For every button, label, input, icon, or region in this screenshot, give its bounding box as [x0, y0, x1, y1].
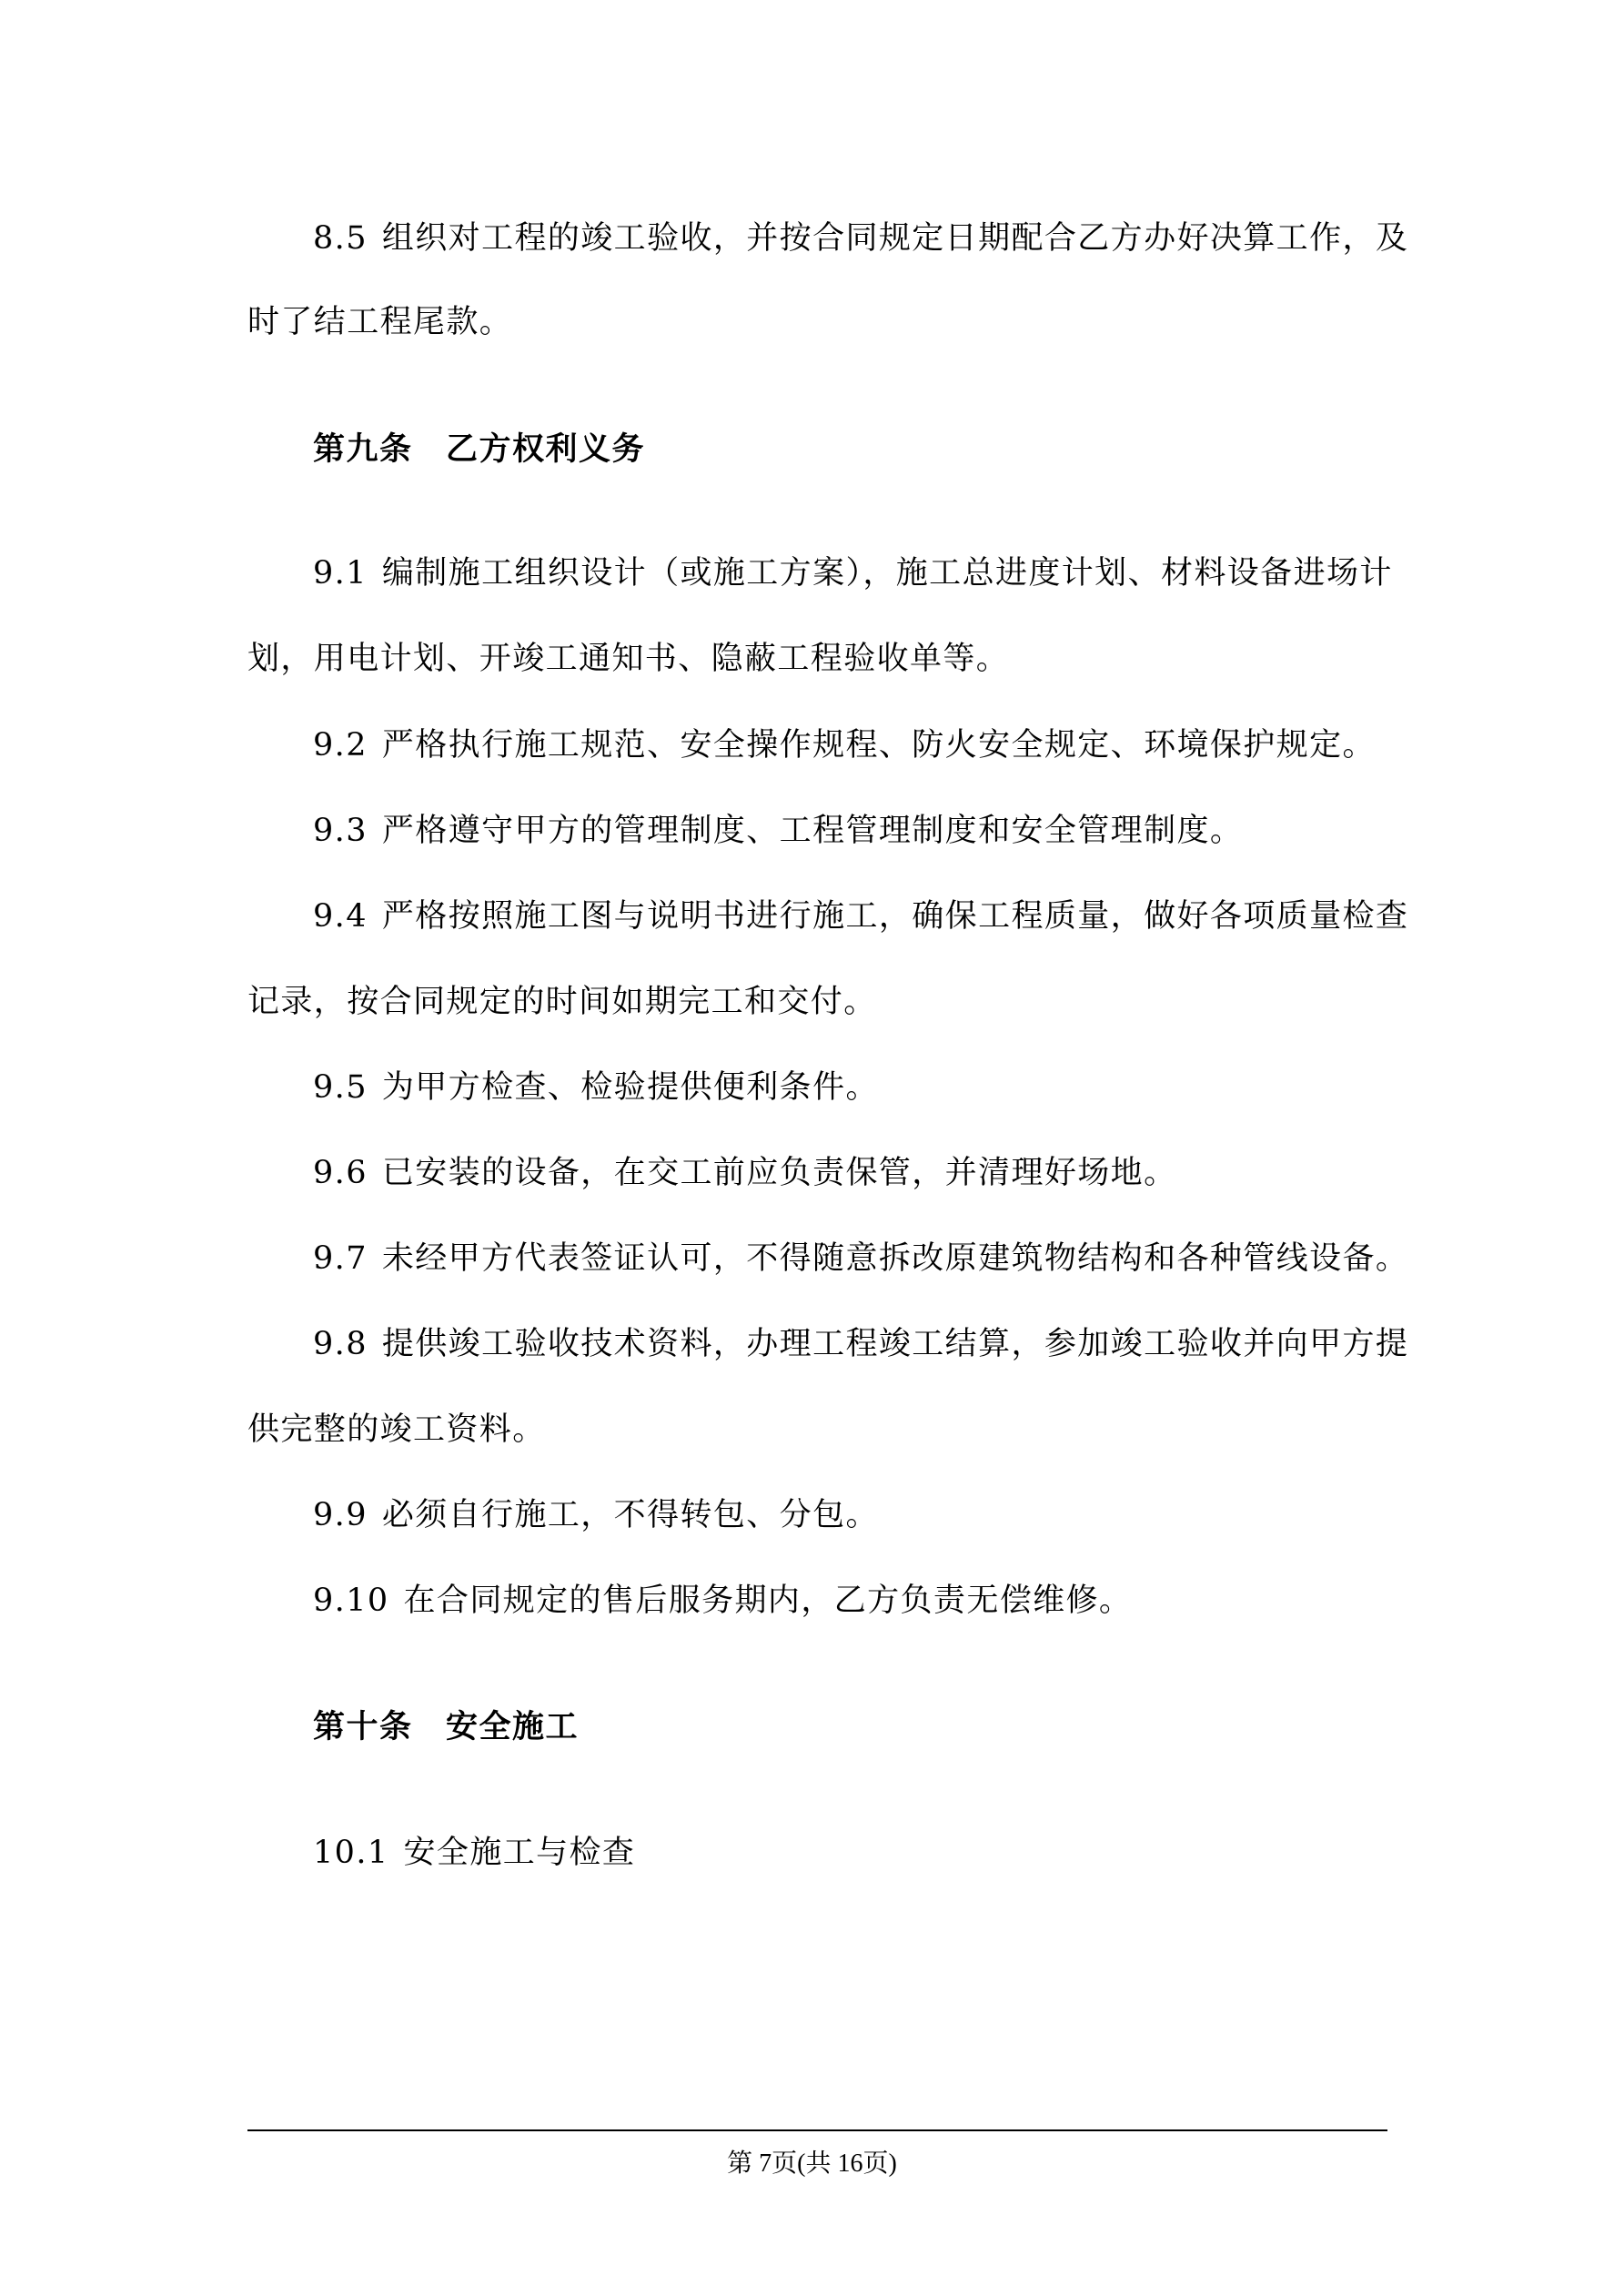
clause-number: 9.1 — [313, 555, 368, 592]
clause-number: 9.9 — [313, 1497, 368, 1533]
section-heading-article-9: 第九条 乙方权利义务 — [313, 431, 646, 468]
clause-text: 编制施工组织设计（或施工方案），施工总进度计划、材料设备进场计 — [381, 555, 1393, 592]
clause-9-2 — [313, 723, 1376, 767]
clause-text: 严格执行施工规范、安全操作规程、防火安全规定、环境保护规定。 — [381, 727, 1376, 764]
clause-number: 9.2 — [313, 727, 368, 764]
clause-text: 已安装的设备，在交工前应负责保管，并清理好场地。 — [381, 1155, 1177, 1191]
clause-9-7 — [313, 1237, 1408, 1280]
clause-text: 未经甲方代表签证认可，不得随意拆改原建筑物结构和各种管线设备。 — [381, 1240, 1409, 1277]
clause-10-1 — [313, 1831, 635, 1875]
clause-text: 时了结工程尾款。 — [247, 304, 513, 340]
clause-text: 划，用电计划、开竣工通知书、隐蔽工程验收单等。 — [247, 641, 1010, 677]
clause-9-3 — [313, 809, 1243, 853]
clause-8-5 — [313, 217, 1408, 260]
clause-number: 9.10 — [313, 1583, 389, 1619]
section-heading-article-10: 第十条 安全施工 — [313, 1709, 580, 1745]
clause-text: 提供竣工验收技术资料，办理工程竣工结算，参加竣工验收并向甲方提 — [381, 1326, 1409, 1362]
clause-text: 记录，按合同规定的时间如期完工和交付。 — [247, 984, 877, 1020]
clause-9-8-continued — [247, 1408, 546, 1451]
clause-text: 必须自行施工，不得转包、分包。 — [381, 1497, 879, 1533]
clause-9-8 — [313, 1322, 1408, 1366]
clause-9-5 — [313, 1066, 879, 1109]
clause-number: 9.7 — [313, 1240, 368, 1277]
clause-text: 严格按照施工图与说明书进行施工，确保工程质量，做好各项质量检查 — [381, 898, 1409, 935]
clause-number: 9.6 — [313, 1155, 368, 1191]
clause-text: 严格遵守甲方的管理制度、工程管理制度和安全管理制度。 — [381, 813, 1244, 849]
clause-9-4 — [313, 895, 1408, 938]
clause-number: 10.1 — [313, 1835, 389, 1871]
clause-text: 组织对工程的竣工验收，并按合同规定日期配合乙方办好决算工作，及 — [381, 220, 1409, 257]
clause-9-1-continued — [247, 637, 1009, 681]
page-number: 第 7页(共 16页) — [727, 2149, 897, 2178]
clause-text: 安全施工与检查 — [403, 1835, 636, 1871]
clause-8-5-continued — [247, 300, 512, 344]
clause-9-1 — [313, 551, 1393, 595]
clause-9-6 — [313, 1151, 1176, 1195]
clause-9-10 — [313, 1579, 1132, 1623]
clause-9-4-continued — [247, 980, 877, 1024]
footer-divider — [247, 2129, 1387, 2131]
clause-number: 9.8 — [313, 1326, 368, 1362]
clause-9-9 — [313, 1493, 879, 1537]
clause-number: 8.5 — [313, 220, 368, 257]
clause-number: 9.3 — [313, 813, 368, 849]
clause-text: 为甲方检查、检验提供便利条件。 — [381, 1069, 879, 1106]
clause-number: 9.4 — [313, 898, 368, 935]
clause-text: 供完整的竣工资料。 — [247, 1411, 546, 1448]
clause-number: 9.5 — [313, 1069, 368, 1106]
clause-text: 在合同规定的售后服务期内，乙方负责无偿维修。 — [403, 1583, 1133, 1619]
